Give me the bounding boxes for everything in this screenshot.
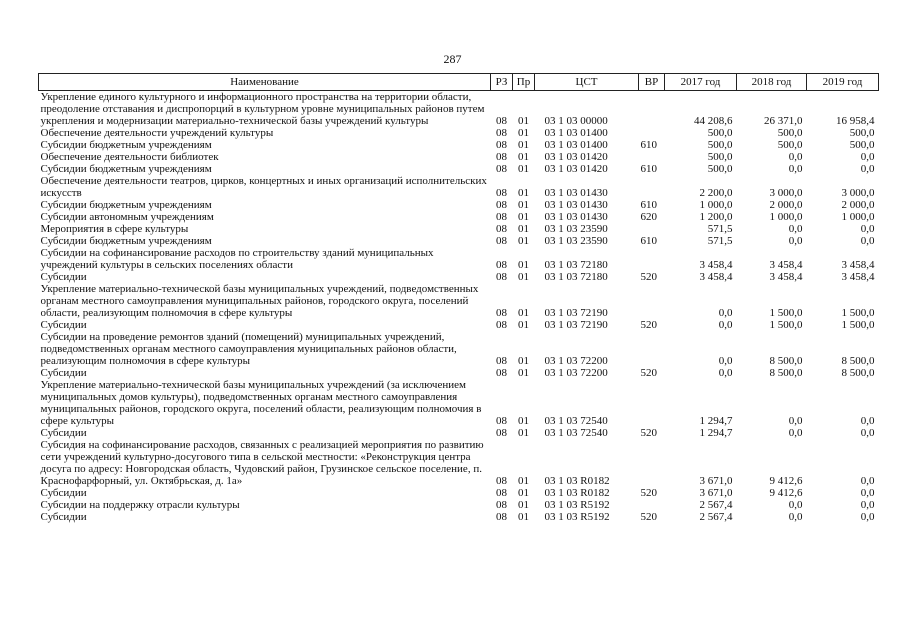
row-rz: 08 xyxy=(496,115,507,127)
row-rz: 08 xyxy=(496,199,507,211)
row-2017: 1 294,7 xyxy=(699,427,733,439)
row-cst: 03 1 03 R0182 xyxy=(544,475,610,487)
row-vr: 520 xyxy=(640,487,657,499)
row-name: Обеспечение деятельности учреждений культуры xyxy=(40,127,274,139)
budget-table xyxy=(38,73,879,523)
row-2019: 0,0 xyxy=(860,499,875,511)
row-pr: 01 xyxy=(518,259,529,271)
row-name: Укрепление материально-технической базы муниципальных учреждений (за исключением муниципальных домов культуры), подведомственных органам местного самоуправления муниципальных районов, городского округа, поселений области, реализующим полномочия в сфере культуры xyxy=(40,379,482,427)
row-2017: 3 458,4 xyxy=(699,259,733,271)
row-cst: 03 1 03 01430 xyxy=(544,199,608,211)
row-name: Субсидии автономным учреждениям xyxy=(40,211,214,223)
row-rz: 08 xyxy=(496,319,507,331)
row-name: Обеспечение деятельности библиотек xyxy=(40,151,219,163)
row-2018: 0,0 xyxy=(788,235,803,247)
row-vr: 610 xyxy=(640,139,657,151)
row-rz: 08 xyxy=(496,355,507,367)
row-cst: 03 1 03 01400 xyxy=(544,139,608,151)
row-2019: 16 958,4 xyxy=(836,115,875,127)
row-2018: 0,0 xyxy=(788,511,803,523)
row-name: Субсидии xyxy=(40,271,87,283)
row-vr: 620 xyxy=(640,211,657,223)
column-header-vr: ВР xyxy=(639,74,665,91)
row-2017: 500,0 xyxy=(707,151,733,163)
row-cst: 03 1 03 R0182 xyxy=(544,487,610,499)
row-name: Субсидии на поддержку отрасли культуры xyxy=(40,499,240,511)
row-2018: 3 000,0 xyxy=(769,187,803,199)
row-2019: 1 500,0 xyxy=(841,307,875,319)
table-row xyxy=(39,199,879,211)
row-2017: 1 200,0 xyxy=(699,211,733,223)
row-name: Субсидии xyxy=(40,367,87,379)
row-cst: 03 1 03 72200 xyxy=(544,355,608,367)
row-2018: 0,0 xyxy=(788,415,803,427)
table-row xyxy=(39,223,879,235)
row-rz: 08 xyxy=(496,211,507,223)
row-vr: 520 xyxy=(640,367,657,379)
row-cst: 03 1 03 72540 xyxy=(544,427,608,439)
row-rz: 08 xyxy=(496,223,507,235)
row-2018: 3 458,4 xyxy=(769,271,803,283)
row-vr xyxy=(639,127,665,139)
row-pr: 01 xyxy=(518,475,529,487)
row-2018: 8 500,0 xyxy=(769,355,803,367)
row-vr xyxy=(639,247,665,271)
table-row xyxy=(39,175,879,199)
row-cst: 03 1 03 23590 xyxy=(544,223,608,235)
row-pr: 01 xyxy=(518,367,529,379)
row-cst: 03 1 03 23590 xyxy=(544,235,608,247)
table-row xyxy=(39,439,879,487)
table-row xyxy=(39,163,879,175)
row-2018: 500,0 xyxy=(777,139,803,151)
row-name: Субсидии на софинансирование расходов по строительству зданий муниципальных учреждений культуры в сельских поселениях области xyxy=(40,247,434,271)
row-pr: 01 xyxy=(518,415,529,427)
row-vr: 520 xyxy=(640,271,657,283)
row-2017: 1 000,0 xyxy=(699,199,733,211)
row-pr: 01 xyxy=(518,211,529,223)
row-name: Субсидии xyxy=(40,427,87,439)
row-pr: 01 xyxy=(518,271,529,283)
row-pr: 01 xyxy=(518,511,529,523)
row-vr: 610 xyxy=(640,199,657,211)
table-row xyxy=(39,247,879,271)
row-2018: 9 412,6 xyxy=(769,475,803,487)
table-row xyxy=(39,487,879,499)
row-rz: 08 xyxy=(496,187,507,199)
row-2019: 3 458,4 xyxy=(841,259,875,271)
row-rz: 08 xyxy=(496,151,507,163)
row-2017: 1 294,7 xyxy=(699,415,733,427)
row-2017: 44 208,6 xyxy=(694,115,733,127)
row-2019: 1 000,0 xyxy=(841,211,875,223)
row-cst: 03 1 03 72180 xyxy=(544,259,608,271)
row-cst: 03 1 03 72540 xyxy=(544,415,608,427)
row-2017: 3 671,0 xyxy=(699,487,733,499)
row-pr: 01 xyxy=(518,151,529,163)
row-name: Субсидии бюджетным учреждениям xyxy=(40,199,212,211)
row-pr: 01 xyxy=(518,235,529,247)
row-2018: 3 458,4 xyxy=(769,259,803,271)
row-name: Субсидии xyxy=(40,319,87,331)
row-vr xyxy=(639,331,665,367)
row-cst: 03 1 03 01430 xyxy=(544,187,608,199)
row-vr: 520 xyxy=(640,319,657,331)
row-rz: 08 xyxy=(496,235,507,247)
row-vr: 610 xyxy=(640,163,657,175)
row-name: Субсидия на софинансирование расходов, связанных с реализацией мероприятия по развитию сети учреждений культурно-досугового типа в сельской местности: «Реконструкция центра досуга по адресу: Новгородская область, Чудовский район, Грузинское сельское поселение, п. Краснофарфорный, ул. Октябрьская, д. 1а» xyxy=(40,439,484,487)
row-2019: 0,0 xyxy=(860,151,875,163)
column-header-2019: 2019 год xyxy=(807,74,879,91)
row-vr xyxy=(639,151,665,163)
row-rz: 08 xyxy=(496,127,507,139)
row-2018: 8 500,0 xyxy=(769,367,803,379)
row-name: Субсидии бюджетным учреждениям xyxy=(40,139,212,151)
row-2019: 1 500,0 xyxy=(841,319,875,331)
row-name: Обеспечение деятельности театров, цирков, концертных и иных организаций исполнительских искусств xyxy=(40,175,487,199)
row-pr: 01 xyxy=(518,319,529,331)
row-name: Укрепление единого культурного и информационного пространства на территории области, преодоление отставания и диспропорций в культурном уровне муниципальных районов путем укрепления и модернизации материально-технической базы учреждений культуры xyxy=(40,91,485,127)
row-rz: 08 xyxy=(496,415,507,427)
row-pr: 01 xyxy=(518,199,529,211)
row-pr: 01 xyxy=(518,115,529,127)
row-2018: 0,0 xyxy=(788,499,803,511)
row-2017: 2 200,0 xyxy=(699,187,733,199)
row-2018: 1 500,0 xyxy=(769,319,803,331)
row-pr: 01 xyxy=(518,355,529,367)
row-rz: 08 xyxy=(496,511,507,523)
row-2019: 0,0 xyxy=(860,427,875,439)
row-2017: 500,0 xyxy=(707,127,733,139)
row-vr xyxy=(639,91,665,128)
row-rz: 08 xyxy=(496,487,507,499)
row-2019: 0,0 xyxy=(860,163,875,175)
row-cst: 03 1 03 01430 xyxy=(544,211,608,223)
row-name: Субсидии xyxy=(40,487,87,499)
row-cst: 03 1 03 01420 xyxy=(544,163,608,175)
column-header-2018: 2018 год xyxy=(737,74,807,91)
row-vr xyxy=(639,379,665,427)
row-name: Субсидии xyxy=(40,511,87,523)
row-2017: 571,5 xyxy=(707,223,733,235)
row-2017: 500,0 xyxy=(707,163,733,175)
row-pr: 01 xyxy=(518,427,529,439)
row-rz: 08 xyxy=(496,163,507,175)
row-2017: 500,0 xyxy=(707,139,733,151)
row-cst: 03 1 03 72190 xyxy=(544,307,608,319)
row-name: Субсидии бюджетным учреждениям xyxy=(40,235,212,247)
table-row xyxy=(39,139,879,151)
table-row xyxy=(39,511,879,523)
row-2018: 9 412,6 xyxy=(769,487,803,499)
row-2019: 0,0 xyxy=(860,511,875,523)
row-2017: 0,0 xyxy=(718,319,733,331)
row-vr xyxy=(639,175,665,199)
table-row xyxy=(39,319,879,331)
row-2019: 0,0 xyxy=(860,487,875,499)
table-row xyxy=(39,235,879,247)
row-2018: 500,0 xyxy=(777,127,803,139)
row-cst: 03 1 03 01400 xyxy=(544,127,608,139)
column-header-rz: РЗ xyxy=(491,74,513,91)
row-name: Укрепление материально-технической базы муниципальных учреждений, подведомственных органам местного самоуправления муниципальных районов, городского округа, поселений области, реализующим полномочия в сфере культуры xyxy=(40,283,479,319)
table-row xyxy=(39,271,879,283)
row-2019: 0,0 xyxy=(860,415,875,427)
table-row xyxy=(39,283,879,319)
table-row xyxy=(39,427,879,439)
row-2018: 1 000,0 xyxy=(769,211,803,223)
row-2018: 0,0 xyxy=(788,223,803,235)
row-pr: 01 xyxy=(518,499,529,511)
row-2017: 571,5 xyxy=(707,235,733,247)
row-pr: 01 xyxy=(518,139,529,151)
row-2018: 26 371,0 xyxy=(764,115,803,127)
row-2019: 0,0 xyxy=(860,475,875,487)
column-header-pr: Пр xyxy=(513,74,535,91)
row-2019: 500,0 xyxy=(849,139,875,151)
row-vr: 520 xyxy=(640,427,657,439)
row-cst: 03 1 03 R5192 xyxy=(544,511,610,523)
row-pr: 01 xyxy=(518,307,529,319)
row-2018: 0,0 xyxy=(788,151,803,163)
row-2019: 500,0 xyxy=(849,127,875,139)
column-header-cst: ЦСТ xyxy=(535,74,639,91)
row-vr xyxy=(639,223,665,235)
row-vr xyxy=(639,283,665,319)
row-vr: 520 xyxy=(640,511,657,523)
table-row xyxy=(39,91,879,128)
table-body xyxy=(39,91,879,524)
table-row xyxy=(39,331,879,367)
row-2019: 0,0 xyxy=(860,223,875,235)
table-row xyxy=(39,379,879,427)
row-rz: 08 xyxy=(496,427,507,439)
row-vr: 610 xyxy=(640,235,657,247)
row-2017: 0,0 xyxy=(718,307,733,319)
row-vr xyxy=(639,439,665,487)
row-vr xyxy=(639,499,665,511)
table-row xyxy=(39,151,879,163)
row-rz: 08 xyxy=(496,259,507,271)
row-cst: 03 1 03 R5192 xyxy=(544,499,610,511)
table-row xyxy=(39,367,879,379)
row-2017: 2 567,4 xyxy=(699,499,733,511)
row-2019: 0,0 xyxy=(860,235,875,247)
row-2019: 8 500,0 xyxy=(841,355,875,367)
row-rz: 08 xyxy=(496,475,507,487)
row-2017: 0,0 xyxy=(718,367,733,379)
row-rz: 08 xyxy=(496,499,507,511)
row-cst: 03 1 03 00000 xyxy=(544,115,608,127)
row-name: Субсидии на проведение ремонтов зданий (помещений) муниципальных учреждений, подведомственных органам местного самоуправления муниципальных районов области, реализующим полномочия в сфере культуры xyxy=(40,331,457,367)
row-rz: 08 xyxy=(496,307,507,319)
row-pr: 01 xyxy=(518,487,529,499)
row-rz: 08 xyxy=(496,271,507,283)
row-name: Мероприятия в сфере культуры xyxy=(40,223,189,235)
page-number: 287 xyxy=(443,52,462,66)
row-cst: 03 1 03 72200 xyxy=(544,367,608,379)
row-2017: 2 567,4 xyxy=(699,511,733,523)
row-2019: 3 458,4 xyxy=(841,271,875,283)
row-2017: 3 458,4 xyxy=(699,271,733,283)
row-rz: 08 xyxy=(496,367,507,379)
row-cst: 03 1 03 72190 xyxy=(544,319,608,331)
table-row xyxy=(39,127,879,139)
row-pr: 01 xyxy=(518,163,529,175)
row-2019: 3 000,0 xyxy=(841,187,875,199)
row-name: Субсидии бюджетным учреждениям xyxy=(40,163,212,175)
row-cst: 03 1 03 72180 xyxy=(544,271,608,283)
column-header-2017: 2017 год xyxy=(665,74,737,91)
column-header-name: Наименование xyxy=(39,74,491,91)
row-2017: 0,0 xyxy=(718,355,733,367)
table-row xyxy=(39,499,879,511)
row-2019: 8 500,0 xyxy=(841,367,875,379)
row-pr: 01 xyxy=(518,127,529,139)
row-2018: 0,0 xyxy=(788,427,803,439)
row-cst: 03 1 03 01420 xyxy=(544,151,608,163)
row-2018: 0,0 xyxy=(788,163,803,175)
table-header-row xyxy=(39,74,879,91)
row-2017: 3 671,0 xyxy=(699,475,733,487)
row-2019: 2 000,0 xyxy=(841,199,875,211)
table-row xyxy=(39,211,879,223)
row-pr: 01 xyxy=(518,223,529,235)
row-2018: 2 000,0 xyxy=(769,199,803,211)
row-2018: 1 500,0 xyxy=(769,307,803,319)
row-rz: 08 xyxy=(496,139,507,151)
row-pr: 01 xyxy=(518,187,529,199)
